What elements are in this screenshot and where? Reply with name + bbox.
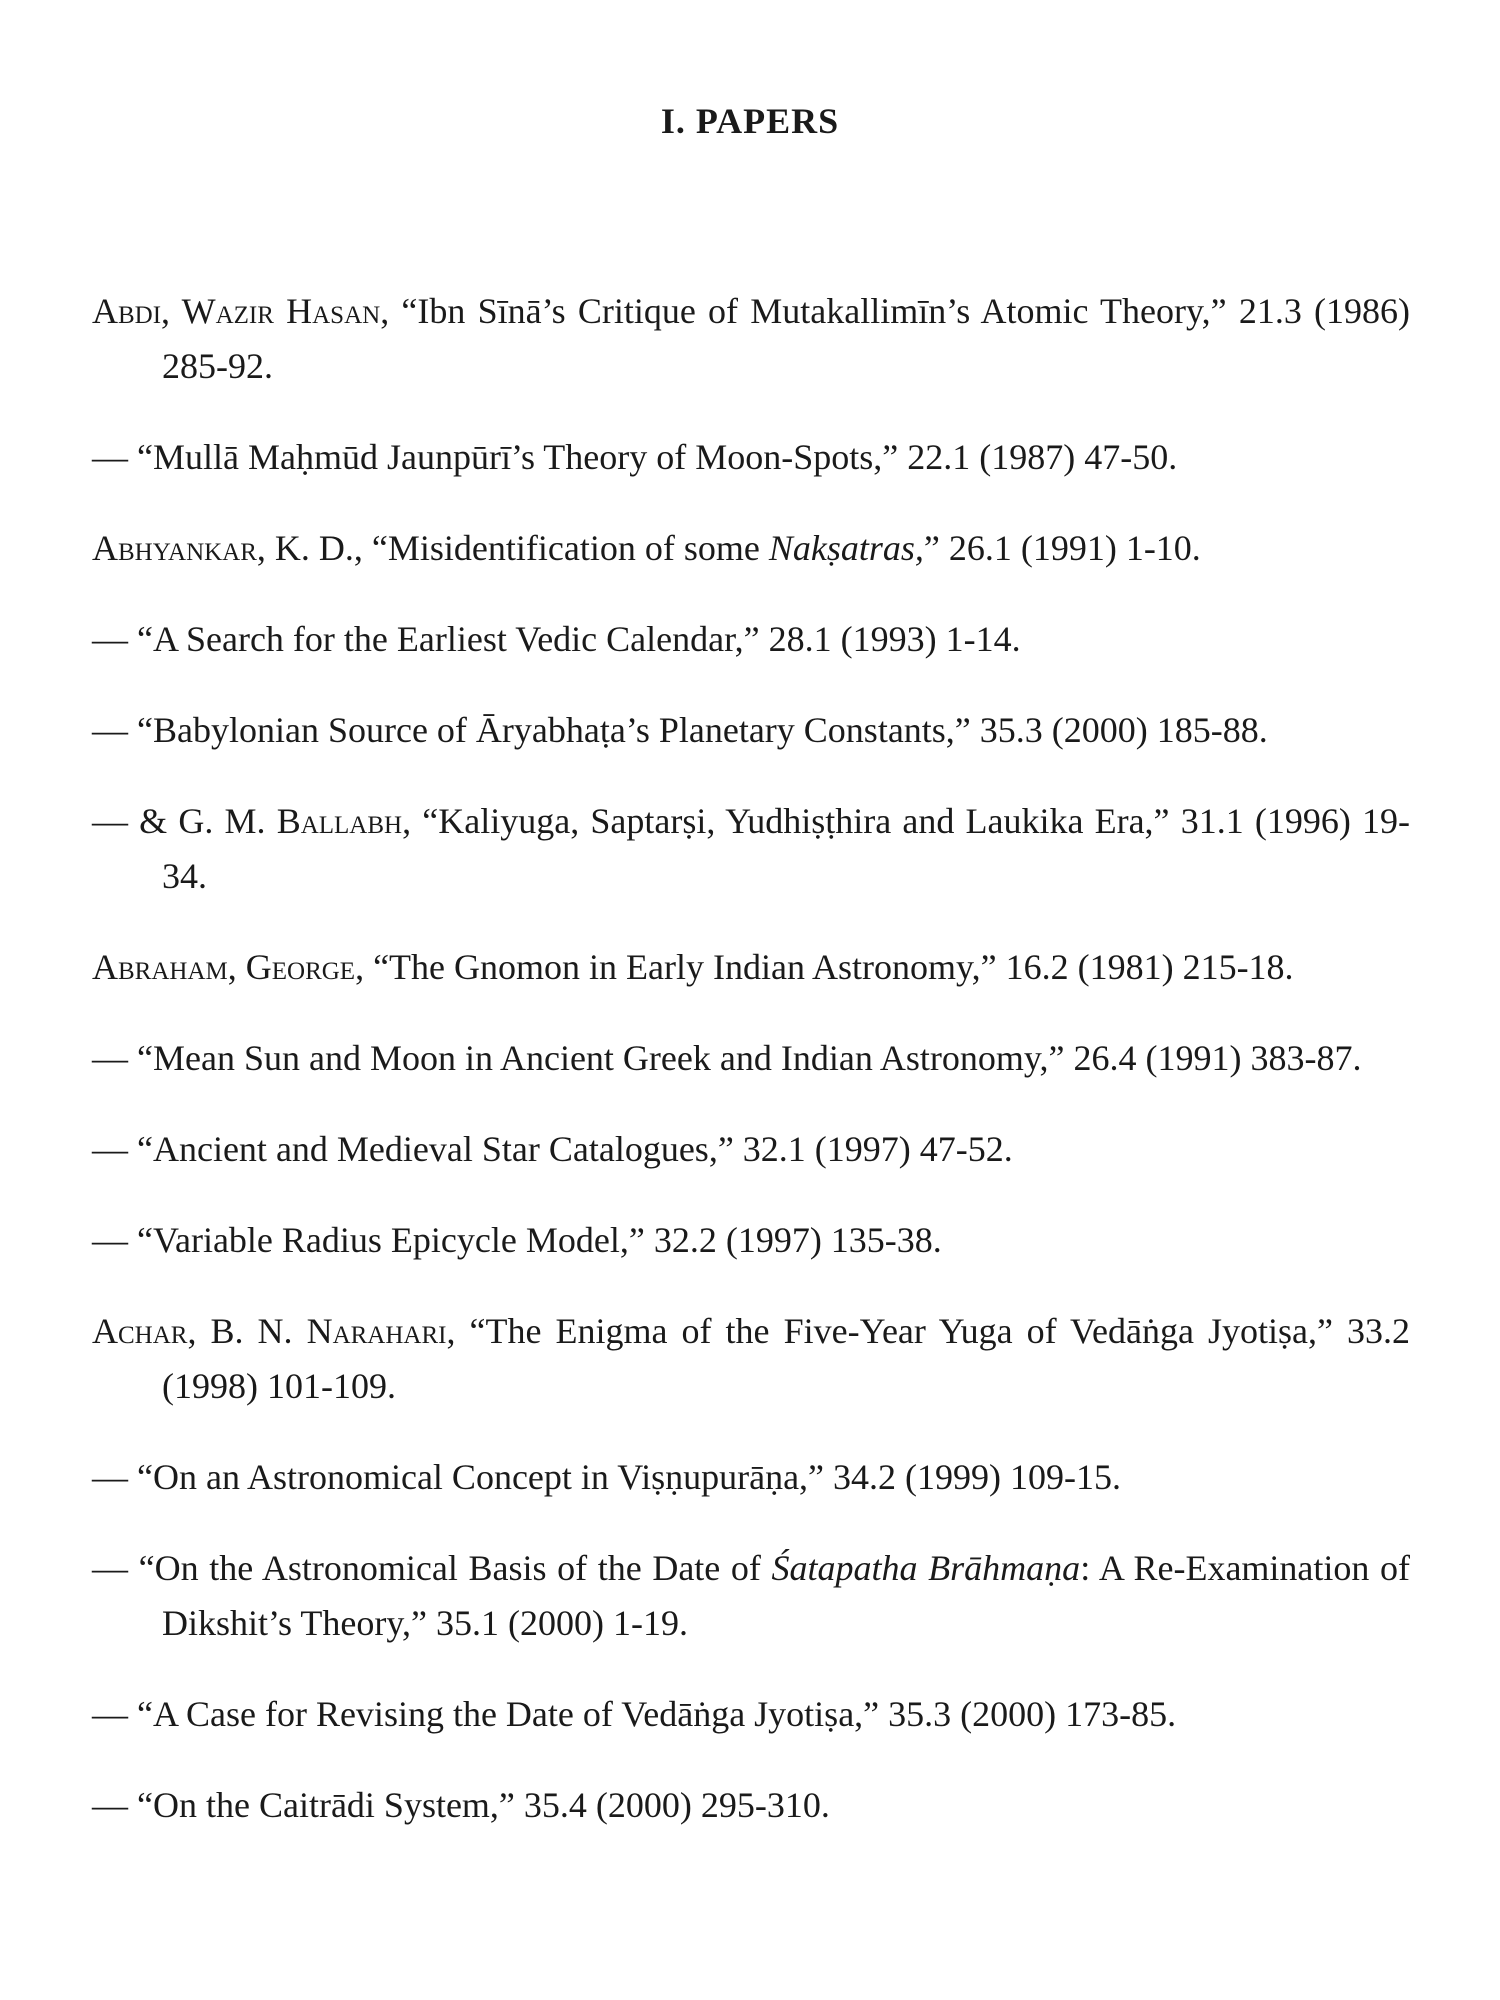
bibliography-entry: [92, 1304, 1410, 1414]
entry-title-end: : A Re-Examination of Dikshit’s Theory,”: [162, 1548, 1411, 1643]
entry-dash: —: [92, 1785, 128, 1825]
bibliography-entry: [92, 794, 1410, 904]
entry-title-italic: Śatapatha Brāhmaṇa: [771, 1548, 1081, 1588]
bibliography-entry: [92, 1541, 1410, 1651]
entry-dash: —: [92, 1129, 128, 1169]
entry-citation: 32.1 (1997) 47-52.: [742, 1129, 1013, 1169]
entry-title: “A Case for Revising the Date of Vedāṅga Jyotiṣa,”: [137, 1694, 880, 1734]
entry-citation: 28.1 (1993) 1-14.: [768, 619, 1021, 659]
bibliography-entry: [92, 1450, 1410, 1505]
entry-dash: — & G. M.: [92, 801, 266, 841]
bibliography-entry: [92, 703, 1410, 758]
entry-dash: —: [92, 1694, 128, 1734]
entry-dash: —: [92, 437, 128, 477]
entry-title: “On the Astronomical Basis of the Date of: [138, 1548, 761, 1588]
entry-title: “The Enigma of the Five-Year Yuga of Vedāṅga Jyotiṣa,”: [469, 1311, 1333, 1351]
entry-citation: 31.1 (1996) 19-34.: [162, 801, 1411, 896]
entry-dash: —: [92, 1457, 128, 1497]
entry-title: “On an Astronomical Concept in Viṣṇupurāṇa,”: [137, 1457, 825, 1497]
bibliography-entry: [92, 1687, 1410, 1742]
entry-title: “Kaliyuga, Saptarṣi, Yudhiṣṭhira and Laukika Era,”: [422, 801, 1170, 841]
entry-citation: 26.4 (1991) 383-87.: [1073, 1038, 1362, 1078]
entry-citation: 32.2 (1997) 135-38.: [653, 1220, 942, 1260]
bibliography-entry: [92, 1213, 1410, 1268]
entry-title: “A Search for the Earliest Vedic Calendar,”: [137, 619, 760, 659]
entry-citation: 26.1 (1991) 1-10.: [948, 528, 1201, 568]
entry-citation: 34.2 (1999) 109-15.: [833, 1457, 1121, 1497]
entry-title: “Variable Radius Epicycle Model,”: [137, 1220, 645, 1260]
entry-author: Abdi, Wazir Hasan,: [92, 291, 390, 331]
entry-dash: —: [92, 710, 128, 750]
bibliography-entry: [92, 1778, 1410, 1833]
entry-dash: —: [92, 1548, 128, 1588]
bibliography-entry: [92, 1031, 1410, 1086]
entry-title: “On the Caitrādi System,”: [137, 1785, 515, 1825]
entry-dash: —: [92, 1038, 128, 1078]
bibliography-entry: [92, 284, 1410, 394]
entry-title: “Ancient and Medieval Star Catalogues,”: [137, 1129, 734, 1169]
entry-dash: —: [92, 619, 128, 659]
entry-coauthor: Ballabh,: [276, 801, 412, 841]
entry-title-end: ”: [923, 528, 940, 568]
bibliography-entry: [92, 430, 1410, 485]
bibliography-entry: [92, 940, 1410, 995]
entry-citation: 22.1 (1987) 47-50.: [907, 437, 1178, 477]
entry-dash: —: [92, 1220, 128, 1260]
entry-author: Achar, B. N. Narahari,: [92, 1311, 456, 1351]
entry-title: “Babylonian Source of Āryabhaṭa’s Planetary Constants,”: [137, 710, 971, 750]
entry-citation: 33.2 (1998) 101-109.: [162, 1311, 1411, 1406]
entry-citation: 35.4 (2000) 295-310.: [523, 1785, 830, 1825]
bibliography-entry: [92, 1122, 1410, 1177]
entry-title: “Mean Sun and Moon in Ancient Greek and Indian Astronomy,”: [137, 1038, 1065, 1078]
entry-title: “The Gnomon in Early Indian Astronomy,”: [373, 947, 997, 987]
entry-citation: 35.3 (2000) 185-88.: [979, 710, 1268, 750]
entry-title: “Misidentification of some: [371, 528, 760, 568]
entry-author: Abraham, George,: [92, 947, 365, 987]
section-heading: I. PAPERS: [660, 101, 840, 141]
entry-citation: 35.1 (2000) 1-19.: [435, 1603, 688, 1643]
entry-citation: 21.3 (1986) 285-92.: [162, 291, 1411, 386]
bibliography-entry: [92, 521, 1410, 576]
entry-title: “Ibn Sīnā’s Critique of Mutakallimīn’s Atomic Theory,”: [401, 291, 1227, 331]
entry-title-italic: Nakṣatras,: [768, 528, 924, 568]
entry-author: Abhyankar, K. D.,: [92, 528, 363, 568]
entry-citation: 35.3 (2000) 173-85.: [888, 1694, 1177, 1734]
bibliography-entry: [92, 612, 1410, 667]
entry-citation: 16.2 (1981) 215-18.: [1005, 947, 1294, 987]
bibliography-list: [92, 248, 1410, 1853]
entry-title: “Mullā Maḥmūd Jaunpūrī’s Theory of Moon-Spots,”: [137, 437, 899, 477]
